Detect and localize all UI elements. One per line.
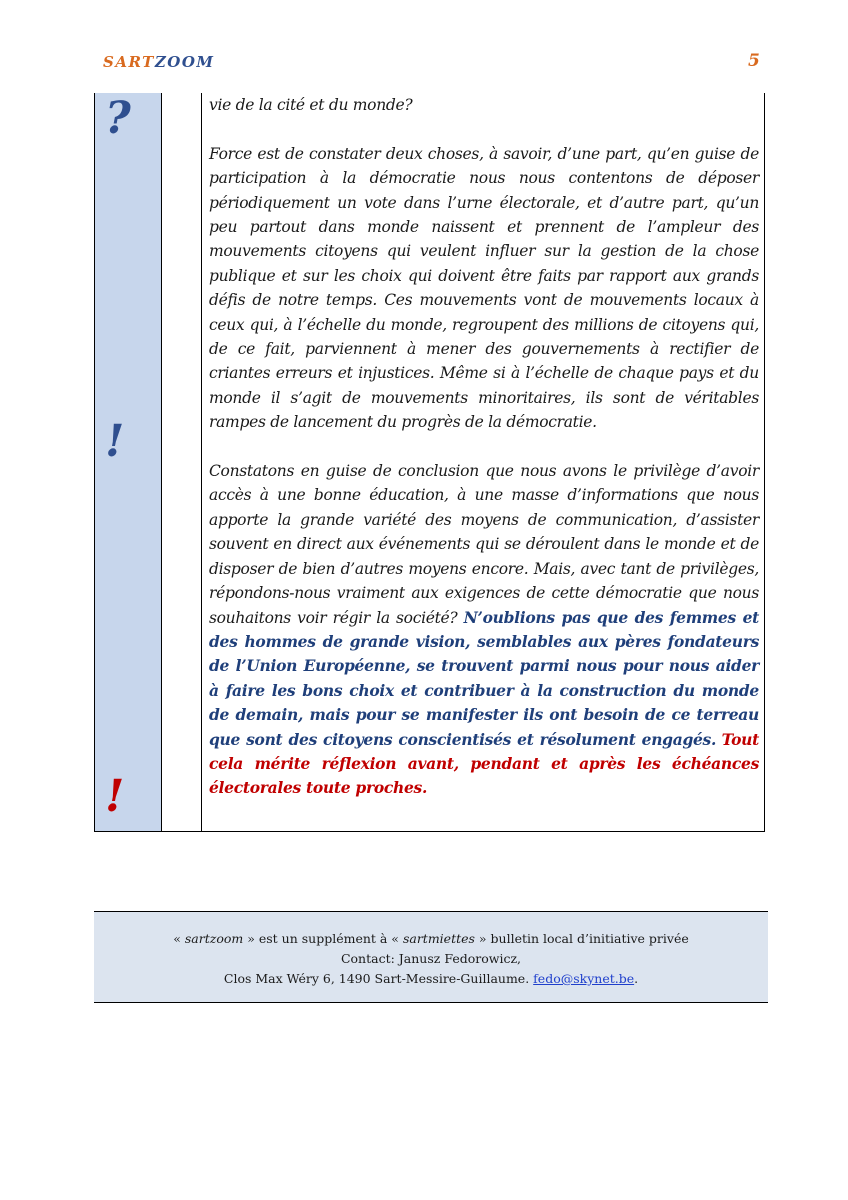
footer-quote-open: « — [173, 931, 181, 946]
intro-line: vie de la cité et du monde? — [209, 96, 413, 114]
footer-line-3 — [94, 969, 768, 989]
article-text — [209, 93, 759, 801]
footer-address: Clos Max Wéry 6, 1490 Sart-Messire-Guillaume. — [223, 971, 530, 986]
logo-sart: SART — [103, 53, 155, 71]
paragraph-3 — [209, 459, 759, 801]
header-logo — [103, 53, 215, 71]
content-table — [94, 93, 765, 832]
exclamation-mark-red-icon: ! — [105, 771, 125, 822]
paragraph-3-plain: Constatons en guise de conclusion que nous avons le privilège d’avoir accès à une bonne éducation, à une masse d’informations que nous apporte la grande variété des moyens de communication, d’assister souvent en direct aux événements qui se déroulent dans le monde et de disposer de bien d’autres moyens encore. Mais, avec tant de privilèges, répondons-nous vraiment aux exigences de cette démocratie que nous souhaitons voir régir la société? — [209, 462, 759, 627]
footer-text-end: » bulletin local d’initiative privée — [478, 931, 689, 946]
footer-box — [94, 911, 768, 1003]
paragraph-3-blue: N’oublions pas que des femmes et des hommes de grande vision, semblables aux pères fondateurs de l’Union Européenne, se trouvent parmi nous pour nous aider à faire les bons choix et contribuer à la construction du monde de demain, mais pour se manifester ils ont besoin de ce terreau que sont des citoyens conscientisés et résolument engagés. — [209, 607, 759, 749]
page-number: 5 — [748, 51, 760, 71]
footer-contact: Contact: Janusz Fedorowicz, — [340, 951, 522, 966]
question-mark-icon: ? — [105, 93, 131, 144]
logo-zoom: ZOOM — [154, 53, 215, 71]
footer-text-mid: » est un supplément à « — [247, 931, 399, 946]
paragraph-3-red: Tout cela mérite réflexion avant, pendant et après les échéances électorales toute proches. — [209, 729, 759, 798]
footer-line-1 — [94, 929, 768, 949]
footer-period: . — [634, 971, 639, 986]
footer-sartmiettes: sartmiettes — [402, 931, 475, 946]
paragraph-2: Force est de constater deux choses, à savoir, d’une part, qu’en guise de participation à la démocratie nous nous contentons de déposer périodiquement un vote dans l’urne électorale, et d’autre part, qu’un peu partout dans monde naissent et prennent de l’ampleur des mouvements citoyens qui veulent influer sur la gestion de la chose publique et sur les choix qui doivent être faits par rapport aux grands défis de notre temps. Ces mouvements vont de mouvements locaux à ceux qui, à l’échelle du monde, regroupent des millions de citoyens qui, de ce fait, parviennent à mener des gouvernements à rectifier de criantes erreurs et injustices. Même si à l’échelle de chaque pays et du monde il s’agit de mouvements minoritaires, ils sont de véritables rampes de lancement du progrès de la démocratie. — [209, 144, 759, 432]
footer-sartzoom: sartzoom — [184, 931, 244, 946]
spacer-column — [162, 93, 202, 831]
margin-column — [95, 93, 162, 831]
exclamation-mark-icon: ! — [105, 416, 125, 467]
email-link[interactable]: fedo@skynet.be — [533, 971, 635, 986]
